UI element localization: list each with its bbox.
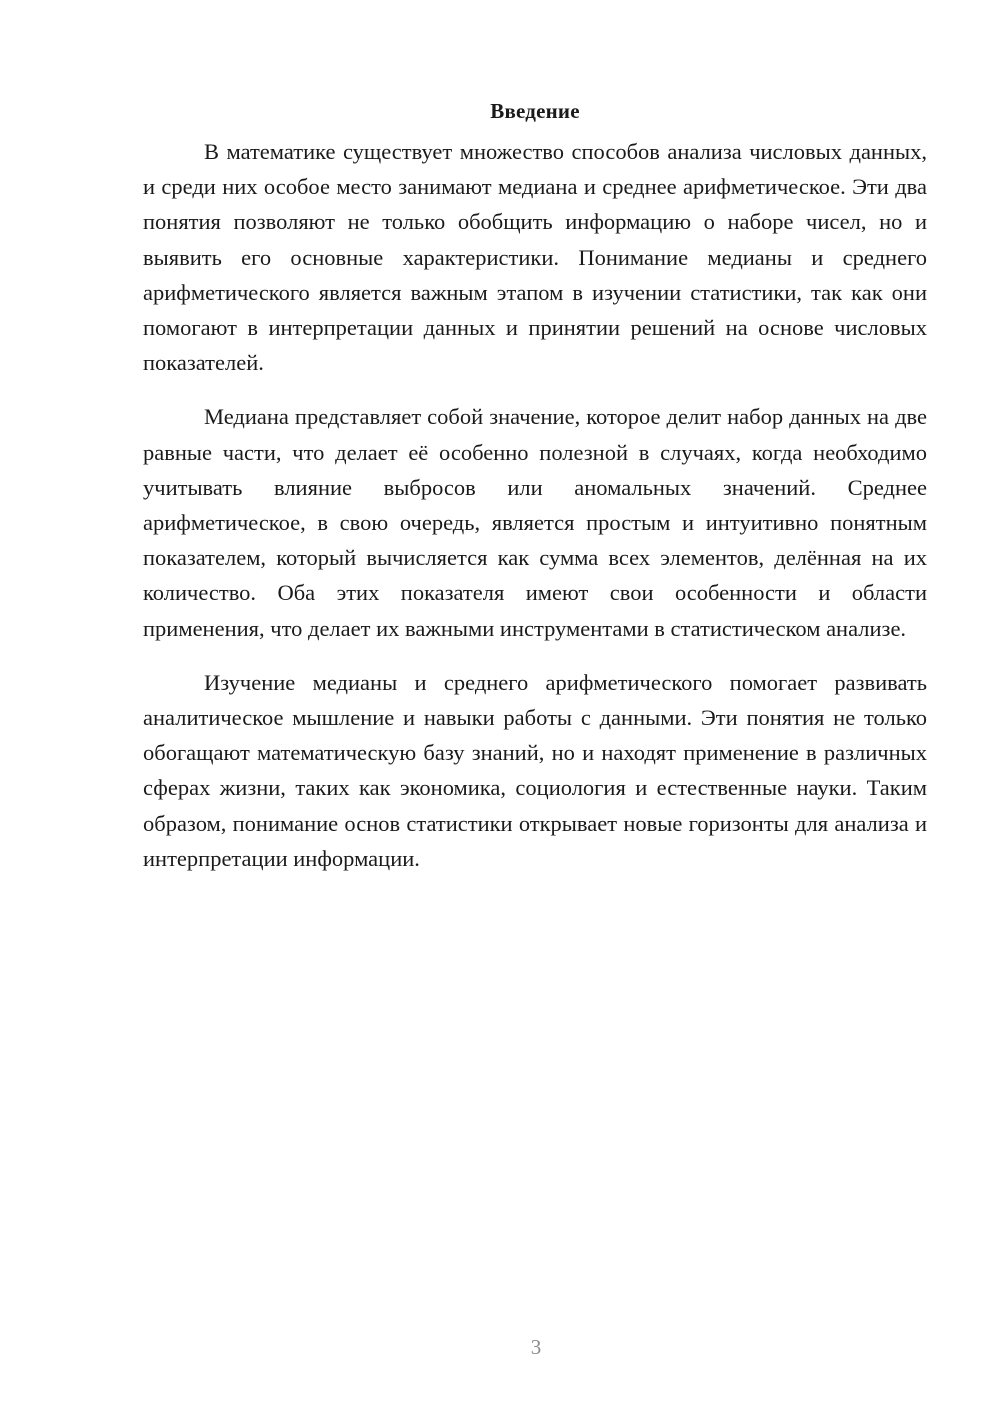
paragraph-2: Медиана представляет собой значение, которое делит набор данных на две равные части, что делает её особенно полезной в случаях, когда необходимо учитывать влияние выбросов или аномальных значений. Среднее арифметическое, в свою очередь, является простым и интуитивно понятным показателем, который вычисляется как сумма всех элементов, делённая на их количество. Оба этих показателя имеют свои особенности и области применения, что делает их важными инструментами в статистическом анализе. <box>143 404 927 641</box>
page-content <box>143 96 927 876</box>
page-number: 3 <box>530 1335 542 1359</box>
paragraph-3: Изучение медианы и среднего арифметического помогает развивать аналитическое мышление и навыки работы с данными. Эти понятия не только обогащают математическую базу знаний, но и находят применение в различных сферах жизни, таких как экономика, социология и естественные науки. Таким образом, понимание основ статистики открывает новые горизонты для анализа и интерпретации информации. <box>143 669 927 871</box>
section-heading: Введение <box>490 99 580 123</box>
paragraph-1: В математике существует множество способов анализа числовых данных, и среди них особое место занимают медиана и среднее арифметическое. Эти два понятия позволяют не только обобщить информацию о наборе чисел, но и выявить его основные характеристики. Понимание медианы и среднего арифметического является важным этапом в изучении статистики, так как они помогают в интерпретации данных и принятии решений на основе числовых показателей. <box>143 139 927 376</box>
